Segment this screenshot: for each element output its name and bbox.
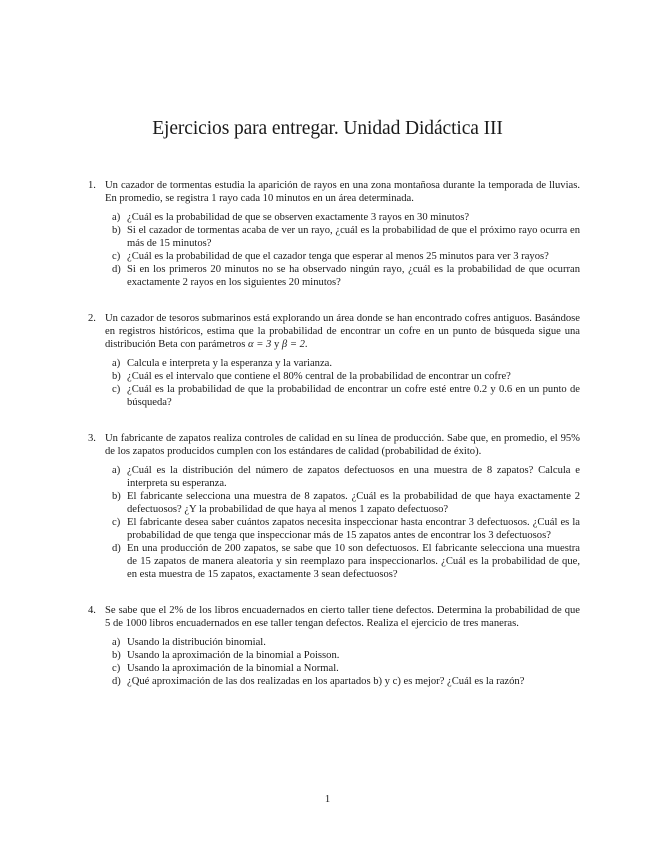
part-text: ¿Qué aproximación de las dos realizadas en los apartados b) y c) es mejor? ¿Cuál es la razón?	[127, 676, 525, 687]
part-text: Si en los primeros 20 minutos no se ha observado ningún rayo, ¿cuál es la probabilidad de que ocurran exactamente 2 rayos en los siguientes 20 minutos?	[127, 264, 580, 288]
page-title: Ejercicios para entregar. Unidad Didáctica III	[152, 118, 503, 139]
problem-4	[88, 604, 580, 688]
part-item	[105, 636, 580, 649]
part-list	[105, 464, 580, 581]
part-label: c)	[112, 384, 121, 395]
problem-statement: Se sabe que el 2% de los libros encuadernados en cierto taller tiene defectos. Determina la probabilidad de que 5 de 1000 libros encuadernados en ese taller tengan defectos. Realiza el ejercicio de tres maneras.	[105, 605, 580, 629]
part-item	[105, 516, 580, 542]
part-list	[105, 357, 580, 409]
part-label: b)	[112, 491, 121, 502]
page-number: 1	[324, 794, 331, 805]
statement-text: .	[304, 339, 308, 350]
part-text: ¿Cuál es la probabilidad de que se observen exactamente 3 rayos en 30 minutos?	[127, 212, 470, 223]
part-label: a)	[112, 358, 121, 369]
beta-parameter: β = 2	[281, 339, 305, 350]
part-text: Si el cazador de tormentas acaba de ver un rayo, ¿cuál es la probabilidad de que el próximo rayo ocurra en más de 15 minutos?	[127, 225, 580, 249]
problem-statement: Un cazador de tormentas estudia la aparición de rayos en una zona montañosa durante la temporada de lluvias. En promedio, se registra 1 rayo cada 10 minutos en un área determinada.	[105, 180, 580, 204]
part-text: El fabricante desea saber cuántos zapatos necesita inspeccionar hasta encontrar 3 defectuosos. ¿Cuál es la probabilidad de que tenga que inspeccionar más de 15 zapatos antes de encontrar los 3 defectuosos?	[127, 517, 580, 541]
part-text: El fabricante selecciona una muestra de 8 zapatos. ¿Cuál es la probabilidad de que haya exactamente 2 defectuosos? ¿Y la probabilidad de que haya al menos 1 zapato defectuoso?	[127, 491, 580, 515]
part-label: c)	[112, 517, 121, 528]
part-label: b)	[112, 650, 121, 661]
problem-statement	[105, 312, 580, 351]
part-label: d)	[112, 543, 121, 554]
part-item	[105, 383, 580, 409]
part-text: ¿Cuál es la probabilidad de que la probabilidad de encontrar un cofre esté entre 0.2 y 0.6 en un punto de búsqueda?	[127, 384, 580, 408]
part-label: c)	[112, 251, 121, 262]
problem-number: 4.	[88, 605, 96, 616]
part-text: Calcula e interpreta y la esperanza y la varianza.	[127, 358, 332, 369]
part-text: ¿Cuál es la distribución del número de zapatos defectuosos en una muestra de 8 zapatos? Calcula e interpreta su esperanza.	[127, 465, 580, 489]
part-item	[105, 370, 580, 383]
problem-number: 2.	[88, 313, 96, 324]
problem-statement: Un fabricante de zapatos realiza controles de calidad en su línea de producción. Sabe que, en promedio, el 95% de los zapatos producidos cumplen con los estándares de calidad (probabilidad de éxito).	[105, 433, 580, 457]
part-text: ¿Cuál es la probabilidad de que el cazador tenga que esperar al menos 25 minutos para ver 3 rayos?	[127, 251, 549, 262]
part-text: Usando la aproximación de la binomial a Normal.	[127, 663, 339, 674]
part-item	[105, 464, 580, 490]
part-item	[105, 662, 580, 675]
part-list	[105, 636, 580, 688]
part-item	[105, 675, 580, 688]
problem-list	[88, 179, 580, 688]
part-text: Usando la distribución binomial.	[127, 637, 266, 648]
part-label: a)	[112, 465, 121, 476]
alpha-parameter: α = 3	[247, 339, 272, 350]
part-item	[105, 357, 580, 370]
problem-3	[88, 432, 580, 581]
part-label: c)	[112, 663, 121, 674]
problem-1	[88, 179, 580, 289]
part-item	[105, 224, 580, 250]
part-list	[105, 211, 580, 289]
part-item	[105, 542, 580, 581]
problem-2	[88, 312, 580, 409]
part-item	[105, 649, 580, 662]
part-item	[105, 263, 580, 289]
statement-text: y	[271, 339, 282, 350]
problem-number: 1.	[88, 180, 96, 191]
problem-number: 3.	[88, 433, 96, 444]
part-text: ¿Cuál es el intervalo que contiene el 80% central de la probabilidad de encontrar un cofre?	[127, 371, 511, 382]
part-label: a)	[112, 212, 121, 223]
part-label: d)	[112, 676, 121, 687]
part-item	[105, 211, 580, 224]
part-item	[105, 250, 580, 263]
part-label: d)	[112, 264, 121, 275]
part-text: En una producción de 200 zapatos, se sabe que 10 son defectuosos. El fabricante selecciona una muestra de 15 zapatos de manera aleatoria y sin reemplazo para inspeccionarlos. ¿Cuál es la probabilidad de que, en esta muestra de 15 zapatos, exactamente 3 sean defectuosos?	[127, 543, 580, 580]
part-item	[105, 490, 580, 516]
part-label: b)	[112, 225, 121, 236]
part-text: Usando la aproximación de la binomial a Poisson.	[127, 650, 340, 661]
part-label: b)	[112, 371, 121, 382]
part-label: a)	[112, 637, 121, 648]
statement-text: Un cazador de tesoros submarinos está explorando un área donde se han encontrado cofres antiguos. Basándose en registros históricos, estima que la probabilidad de encontrar un cofre en un punto de búsqueda sigue una distribución Beta con parámetros	[105, 313, 580, 350]
